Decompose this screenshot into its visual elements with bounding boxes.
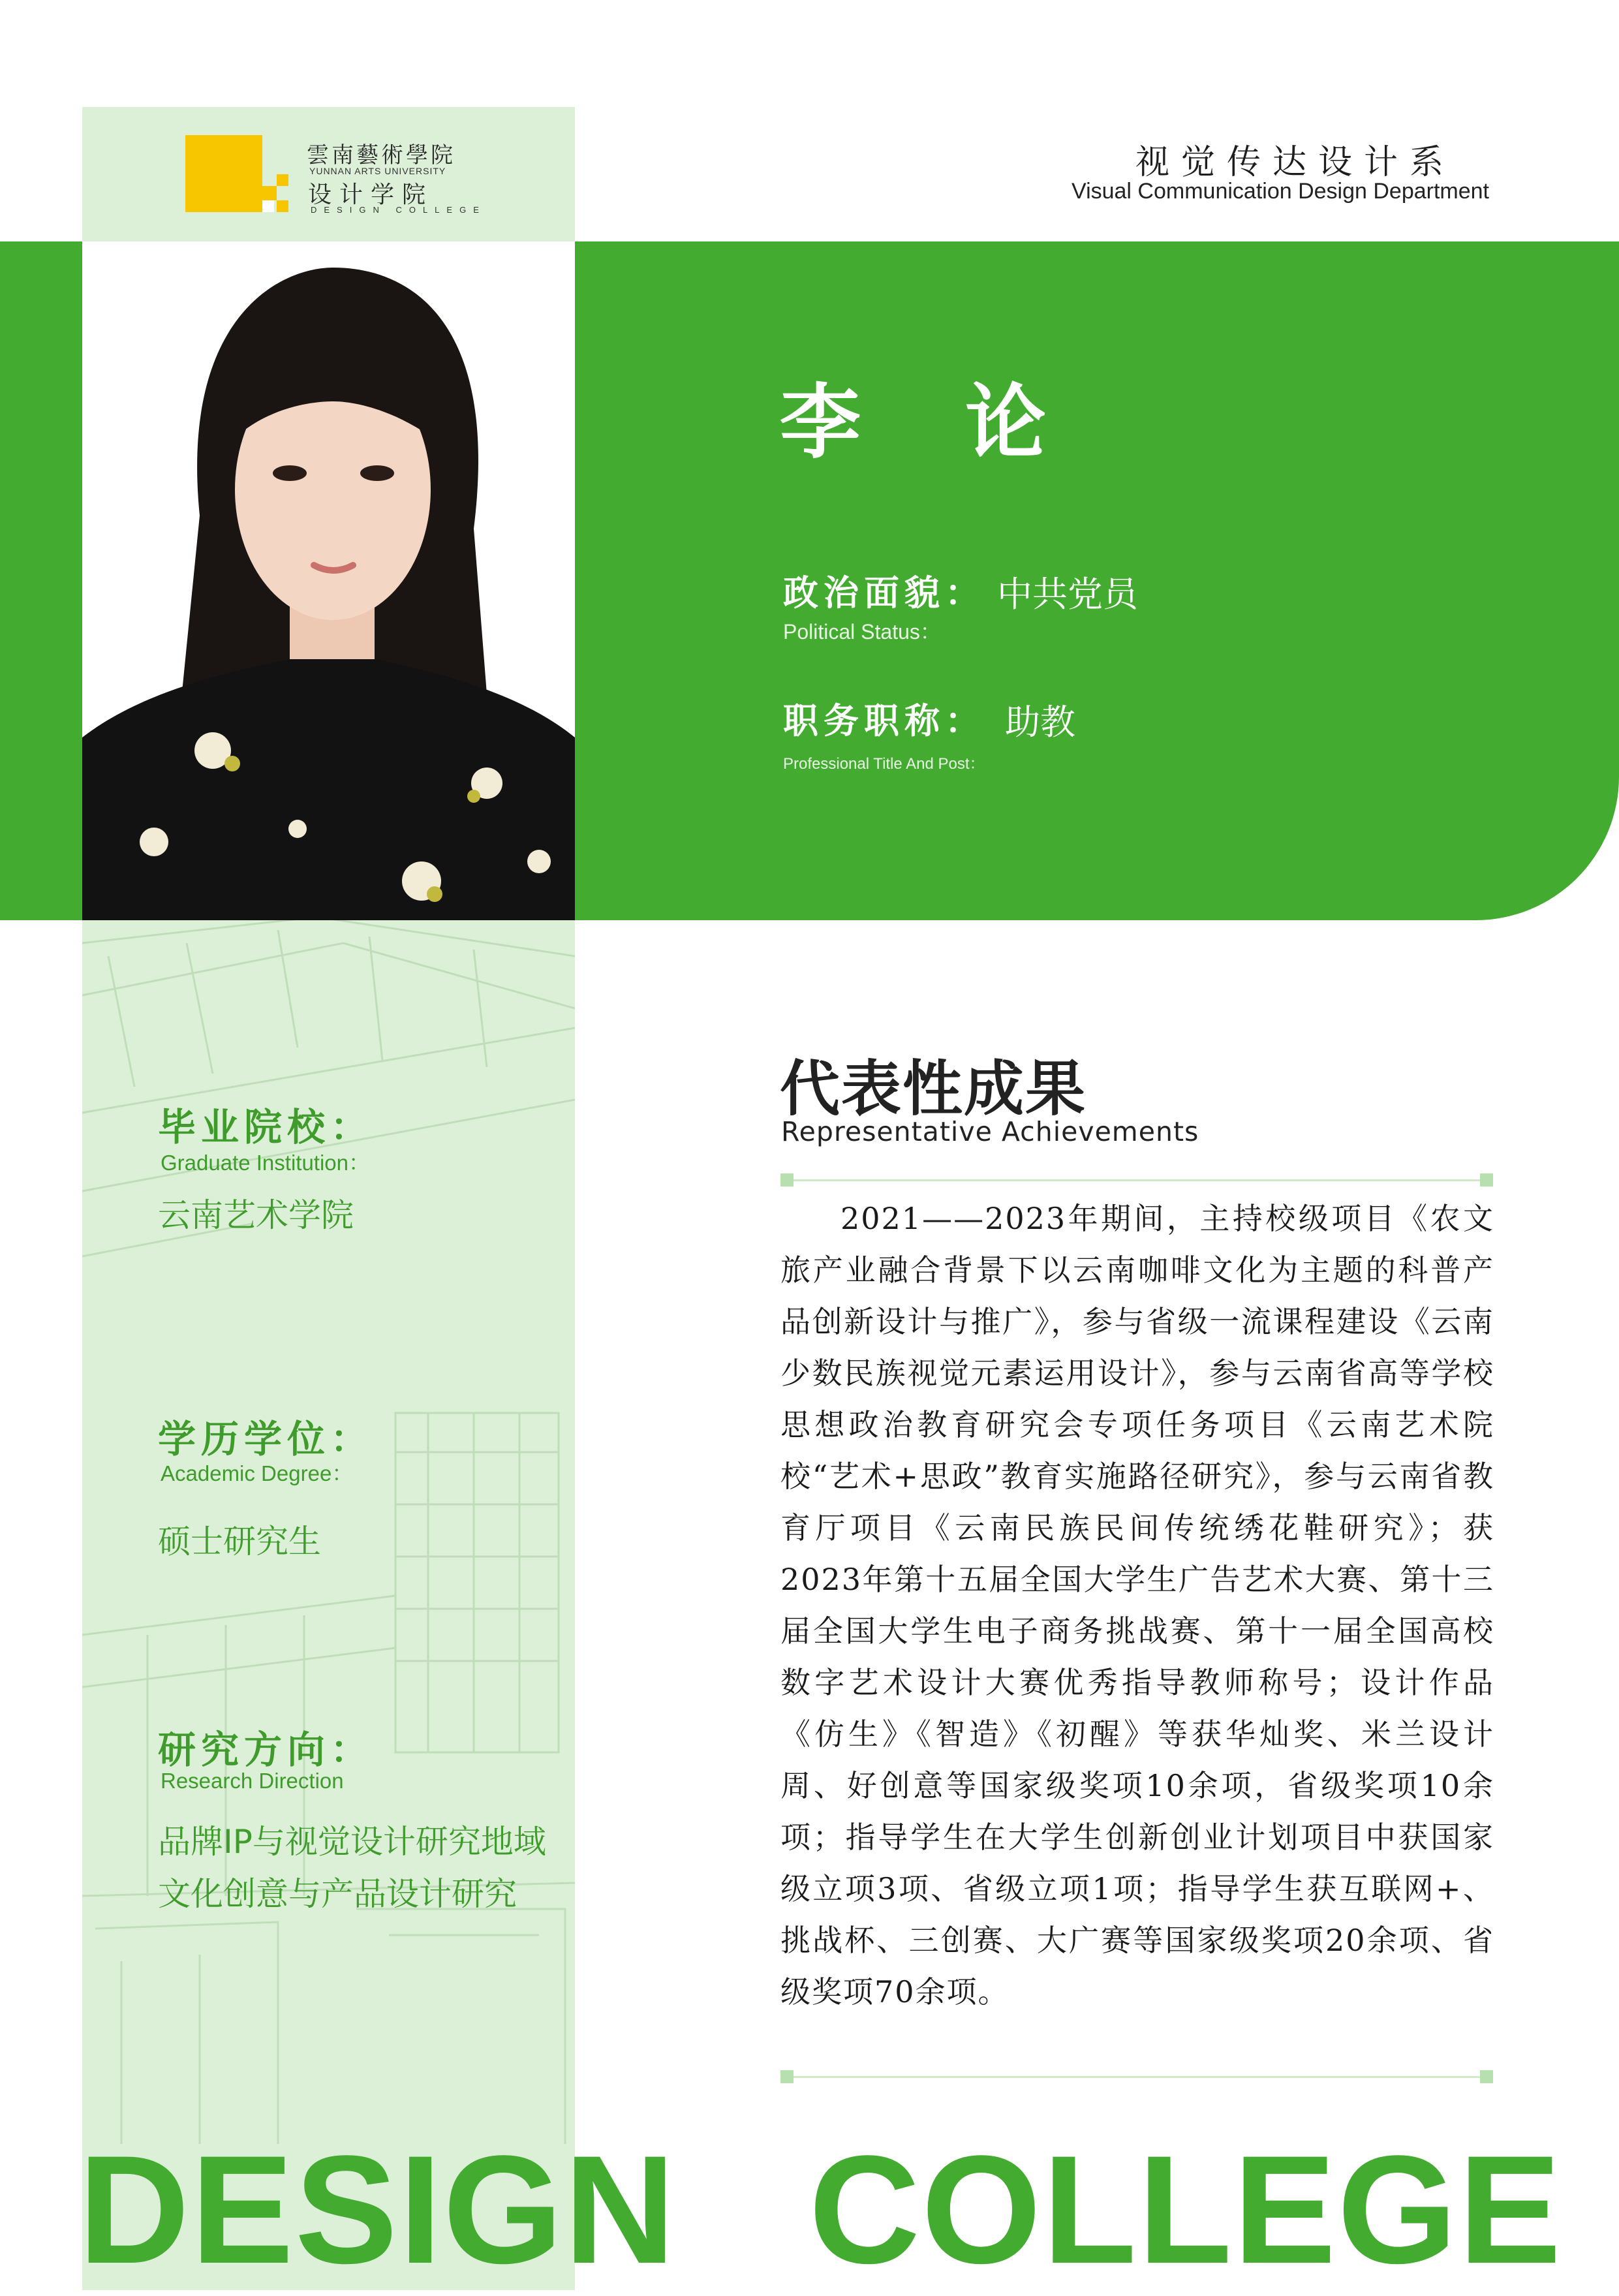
- academic-degree-value: 硕士研究生: [158, 1523, 321, 1560]
- achievements-title-en: Representative Achievements: [781, 1116, 1199, 1147]
- professional-title-label: 职务职称：: [783, 700, 985, 741]
- divider-top: [787, 1179, 1485, 1181]
- divider-marker: [780, 2070, 794, 2083]
- research-direction-value: 品牌IP与视觉设计研究地域文化创意与产品设计研究: [158, 1823, 546, 1913]
- footer-word-college: COLLEGE: [809, 2124, 1563, 2296]
- professional-title-value: 助教: [1005, 702, 1075, 743]
- graduate-institution-label: 毕业院校：: [158, 1105, 374, 1149]
- portrait-photo: [82, 241, 575, 920]
- academic-degree-label-en: Academic Degree：: [161, 1461, 354, 1485]
- divider-marker: [780, 1173, 794, 1187]
- footer-wordmark: [78, 2124, 1563, 2296]
- research-direction-label: 研究方向：: [158, 1728, 374, 1772]
- graduate-institution-value: 云南艺术学院: [158, 1196, 354, 1234]
- footer-word-design: DESIGN: [78, 2124, 677, 2296]
- research-direction-label-en: Research Direction: [161, 1769, 344, 1793]
- achievements-body: 2021——2023年期间，主持校级项目《农文旅产业融合背景下以云南咖啡文化为主题的科普产品创新设计与推广》，参与省级一流课程建设《云南少数民族视觉元素运用设计》，参与云南省高等学校思想政治教育研究会专项任务项目《云南艺术院校“艺术+思政”教育实施路径研究》，参与云南省教育厅项目《云南民族民间传统绣花鞋研究》；获2023年第十五届全国大学生广告艺术大赛、第十三届全国大学生电子商务挑战赛、第十一届全国高校数字艺术设计大赛优秀指导教师称号；设计作品《仿生》《智造》《初醒》等获华灿奖、米兰设计周、好创意等国家级奖项10余项，省级奖项10余项；指导学生在大学生创新创业计划项目中获国家级立项3项、省级立项1项；指导学生获互联网+、挑战杯、三创赛、大广赛等国家级奖项20余项、省级奖项70余项。: [780, 1201, 1494, 2009]
- professional-title-label-en: Professional Title And Post：: [783, 755, 985, 773]
- logo-school-en: YUNNAN ARTS UNIVERSITY: [309, 166, 446, 176]
- divider-marker: [1480, 1173, 1493, 1187]
- divider-bottom: [787, 2076, 1485, 2078]
- political-status-label: 政治面貌：: [783, 572, 985, 613]
- graduate-institution-label-en: Graduate Institution：: [161, 1151, 371, 1175]
- political-status-value: 中共党员: [997, 574, 1138, 615]
- person-name: 李论: [780, 375, 1151, 470]
- academic-degree-label: 学历学位：: [158, 1417, 374, 1461]
- college-logo-icon: [185, 135, 290, 213]
- achievements-title: 代表性成果: [780, 1053, 1087, 1124]
- logo-college-cn: 设计学院: [308, 181, 434, 208]
- logo-school-cn: 雲南藝術學院: [307, 142, 455, 168]
- political-status-label-en: Political Status：: [783, 620, 941, 644]
- divider-marker: [1480, 2070, 1493, 2083]
- logo-college-en: DESIGN COLLEGE: [311, 205, 486, 215]
- department-title-cn: 视觉传达设计系: [1135, 143, 1456, 182]
- department-title-en: Visual Communication Design Department: [1072, 179, 1490, 204]
